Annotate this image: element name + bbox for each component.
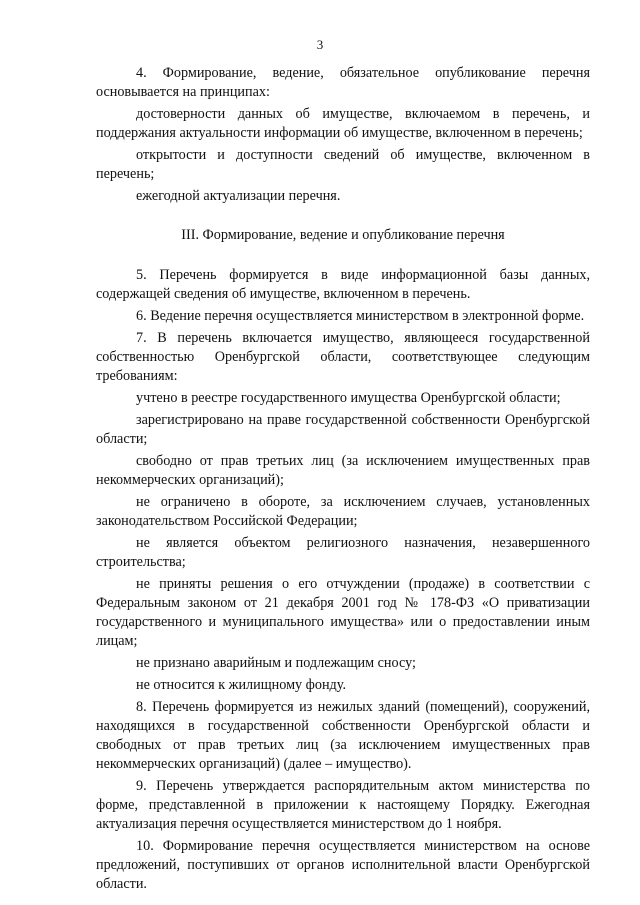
page-number: 3 — [316, 37, 324, 52]
section-heading: III. Формирование, ведение и опубликование перечня — [181, 227, 505, 243]
paragraph-reliability: достоверности данных об имуществе, включаемом в перечень, и поддержания актуальности информации об имуществе, включенном в перечень; — [96, 106, 590, 141]
requirement-registry: учтено в реестре государственного имущества Оренбургской области; — [136, 390, 561, 406]
requirement-not-emergency: не признано аварийным и подлежащим сносу; — [136, 655, 416, 671]
requirement-circulation: не ограничено в обороте, за исключением случаев, установленных законодательством Российской Федерации; — [96, 494, 590, 529]
requirement-no-alienation: не приняты решения о его отчуждении (продаже) в соответствии с Федеральным законом от 21 декабря 2001 год № 178-ФЗ «О приватизации государственного и муниципального имущества» или о предоставлении иным лицам; — [96, 576, 590, 649]
paragraph-8: 8. Перечень формируется из нежилых зданий (помещений), сооружений, находящихся в государственной собственности Оренбургской области и свободных от прав третьих лиц (за исключением имущественных прав некоммерческих организаций) (далее – имущество). — [96, 699, 590, 772]
paragraph-10: 10. Формирование перечня осуществляется министерством на основе предложений, поступивших от органов исполнительной власти Оренбургской области. — [96, 838, 590, 892]
paragraph-5: 5. Перечень формируется в виде информационной базы данных, содержащей сведения об имуществе, включенном в перечень. — [96, 267, 590, 302]
paragraph-6: 6. Ведение перечня осуществляется министерством в электронной форме. — [136, 308, 585, 324]
requirement-not-housing: не относится к жилищному фонду. — [136, 677, 346, 693]
paragraph-openness: открытости и доступности сведений об имуществе, включенном в перечень; — [96, 147, 590, 182]
requirement-registered: зарегистрировано на праве государственной собственности Оренбургской области; — [96, 412, 590, 447]
paragraph-9: 9. Перечень утверждается распорядительным актом министерства по форме, представленной в приложении к настоящему Порядку. Ежегодная актуализация перечня осуществляется министерством до 1 ноября. — [96, 778, 590, 832]
document-body — [96, 64, 590, 897]
paragraph-7: 7. В перечень включается имущество, являющееся государственной собственностью Оренбургской области, соответствующее следующим требованиям: — [96, 330, 590, 384]
paragraph-principles: 4. Формирование, ведение, обязательное опубликование перечня основывается на принципах: — [96, 65, 590, 100]
requirement-not-religious: не является объектом религиозного назначения, незавершенного строительства; — [96, 535, 590, 570]
requirement-free-of-rights: свободно от прав третьих лиц (за исключением имущественных прав некоммерческих организаций); — [96, 453, 590, 488]
paragraph-annual-update: ежегодной актуализации перечня. — [136, 188, 341, 204]
